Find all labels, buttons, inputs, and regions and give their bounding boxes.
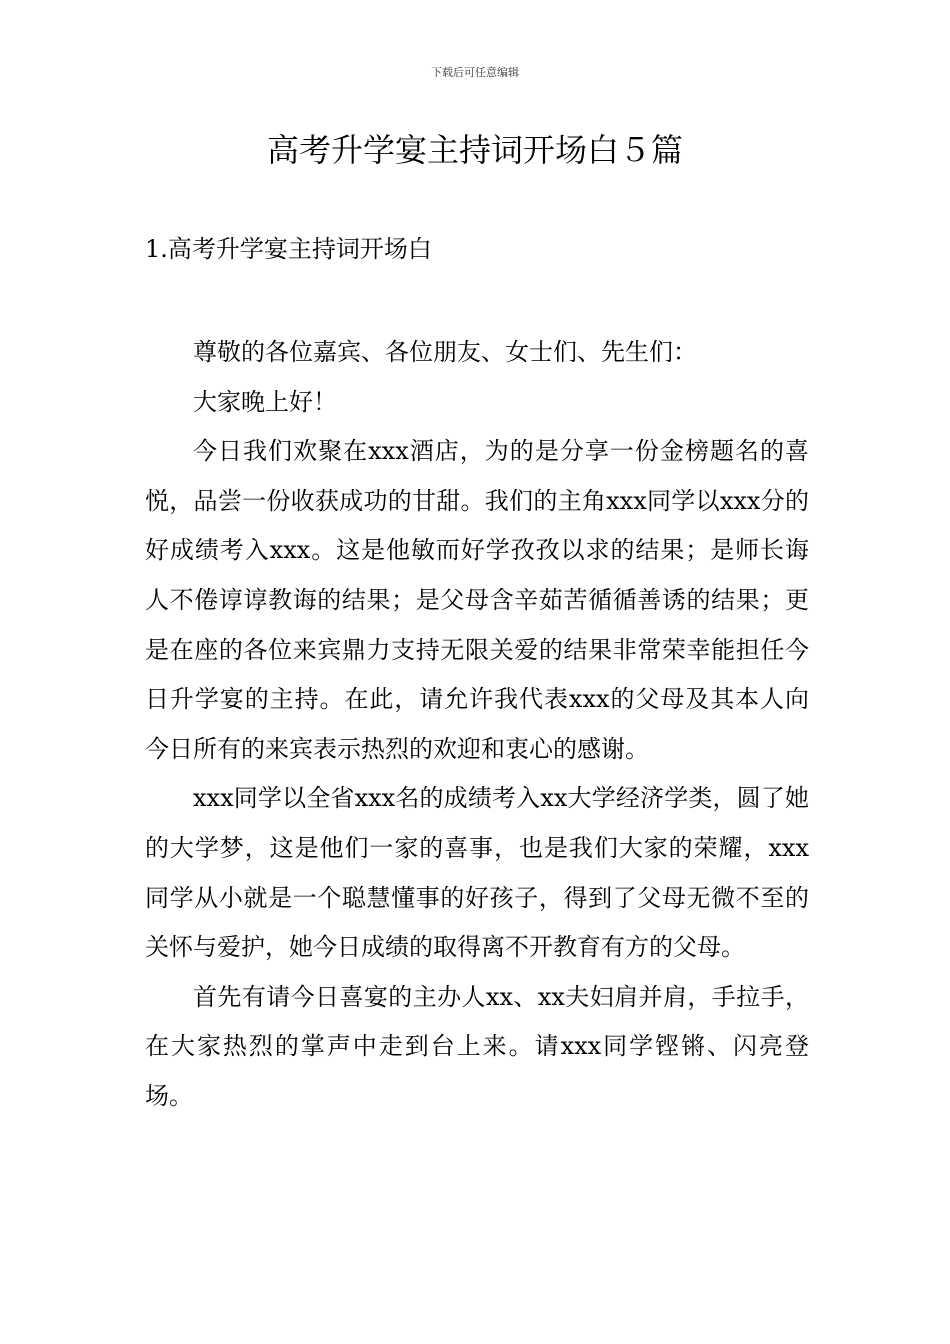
section-heading: 1.高考升学宴主持词开场白 <box>145 235 432 263</box>
paragraph-greeting: 尊敬的各位嘉宾、各位朋友、女士们、先生们： <box>193 338 697 366</box>
paragraph-invitation: 首先有请今日喜宴的主办人xx、xx夫妇肩并肩，手拉手，在大家热烈的掌声中走到台上来。请xxx同学铿锵、闪亮登场。 <box>145 982 809 1110</box>
document-title: 高考升学宴主持词开场白５篇 <box>266 131 683 169</box>
paragraph-good-evening: 大家晚上好！ <box>193 387 337 416</box>
paragraph-welcome: 今日我们欢聚在xxx酒店，为的是分享一份金榜题名的喜悦，品尝一份收获成功的甘甜。我们的主角xxx同学以xxx分的好成绩考入xxx。这是他敏而好学孜孜以求的结果；是师长诲人不倦谆谆教诲的结果；是父母含辛茹苦循循善诱的结果；更是在座的各位来宾鼎力支持无限关爱的结果非常荣幸能担任今日升学宴的主持。在此，请允许我代表xxx的父母及其本人向今日所有的来宾表示热烈的欢迎和衷心的感谢。 <box>145 437 809 763</box>
paragraph-achievement: xxx同学以全省xxx名的成绩考入xx大学经济学类，圆了她的大学梦，这是他们一家的喜事，也是我们大家的荣耀，xxx同学从小就是一个聪慧懂事的好孩子，得到了父母无微不至的关怀与爱护，她今日成绩的取得离不开教育有方的父母。 <box>145 784 809 962</box>
body-text <box>145 328 809 1122</box>
header-note: 下载后可任意编辑 <box>431 66 519 79</box>
